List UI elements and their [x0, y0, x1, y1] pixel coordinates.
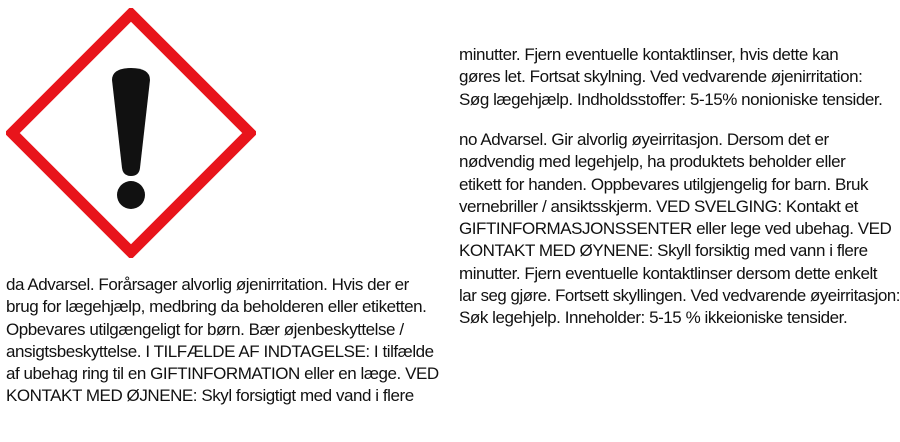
- text-line: KONTAKT MED ØJNENE: Skyl forsigtigt med vand i flere: [6, 386, 414, 406]
- text-line: nødvendig med legehjelp, ha produktets beholder eller: [459, 152, 846, 172]
- text-line: Søk legehjelp. Inneholder: 5-15 % ikkeioniske tensider.: [459, 308, 848, 328]
- text-line: etikett for handen. Oppbevares utilgjengelig for barn. Bruk: [459, 174, 869, 194]
- text-line: Opbevares utilgængeligt for børn. Bær øjenbeskyttelse /: [6, 319, 404, 339]
- exclamation-mark-hazard-icon: [6, 8, 256, 258]
- text-line: minutter. Fjern eventuelle kontaktlinser, hvis dette kan: [459, 45, 839, 64]
- danish-warning-text: [6, 274, 450, 408]
- text-line: GIFTINFORMASJONSSENTER eller lege ved ubehag. VED: [459, 219, 892, 239]
- exclamation-dot: [117, 181, 145, 209]
- text-line: KONTAKT MED ØYNENE: Skyll forsiktig med vann i flere: [459, 241, 868, 261]
- danish-text-continuation: [459, 44, 900, 111]
- text-line: af ubehag ring til en GIFTINFORMATION eller en læge. VED: [6, 364, 439, 384]
- norwegian-warning-text: [459, 129, 900, 330]
- text-line: Søg lægehjælp. Indholdsstoffer: 5-15% nonioniske tensider.: [459, 89, 883, 109]
- text-line: brug for lægehjælp, medbring da beholderen eller etiketten.: [6, 297, 427, 317]
- text-line: no Advarsel. Gir alvorlig øyeirritasjon. Dersom det er: [459, 130, 829, 149]
- text-line: lar seg gjøre. Fortsett skyllingen. Ved vedvarende øyeirritasjon:: [459, 286, 900, 306]
- text-line: ansigtsbeskyttelse. I TILFÆLDE AF INDTAGELSE: I tilfælde: [6, 341, 434, 361]
- text-line: da Advarsel. Forårsager alvorlig øjenirritation. Hvis der er: [6, 275, 409, 294]
- text-line: gøres let. Fortsat skylning. Ved vedvarende øjenirritation:: [459, 67, 863, 87]
- text-line: vernebriller / ansiktsskjerm. VED SVELGING: Kontakt et: [459, 196, 858, 216]
- text-line: minutter. Fjern eventuelle kontaktlinser dersom dette enkelt: [459, 263, 878, 283]
